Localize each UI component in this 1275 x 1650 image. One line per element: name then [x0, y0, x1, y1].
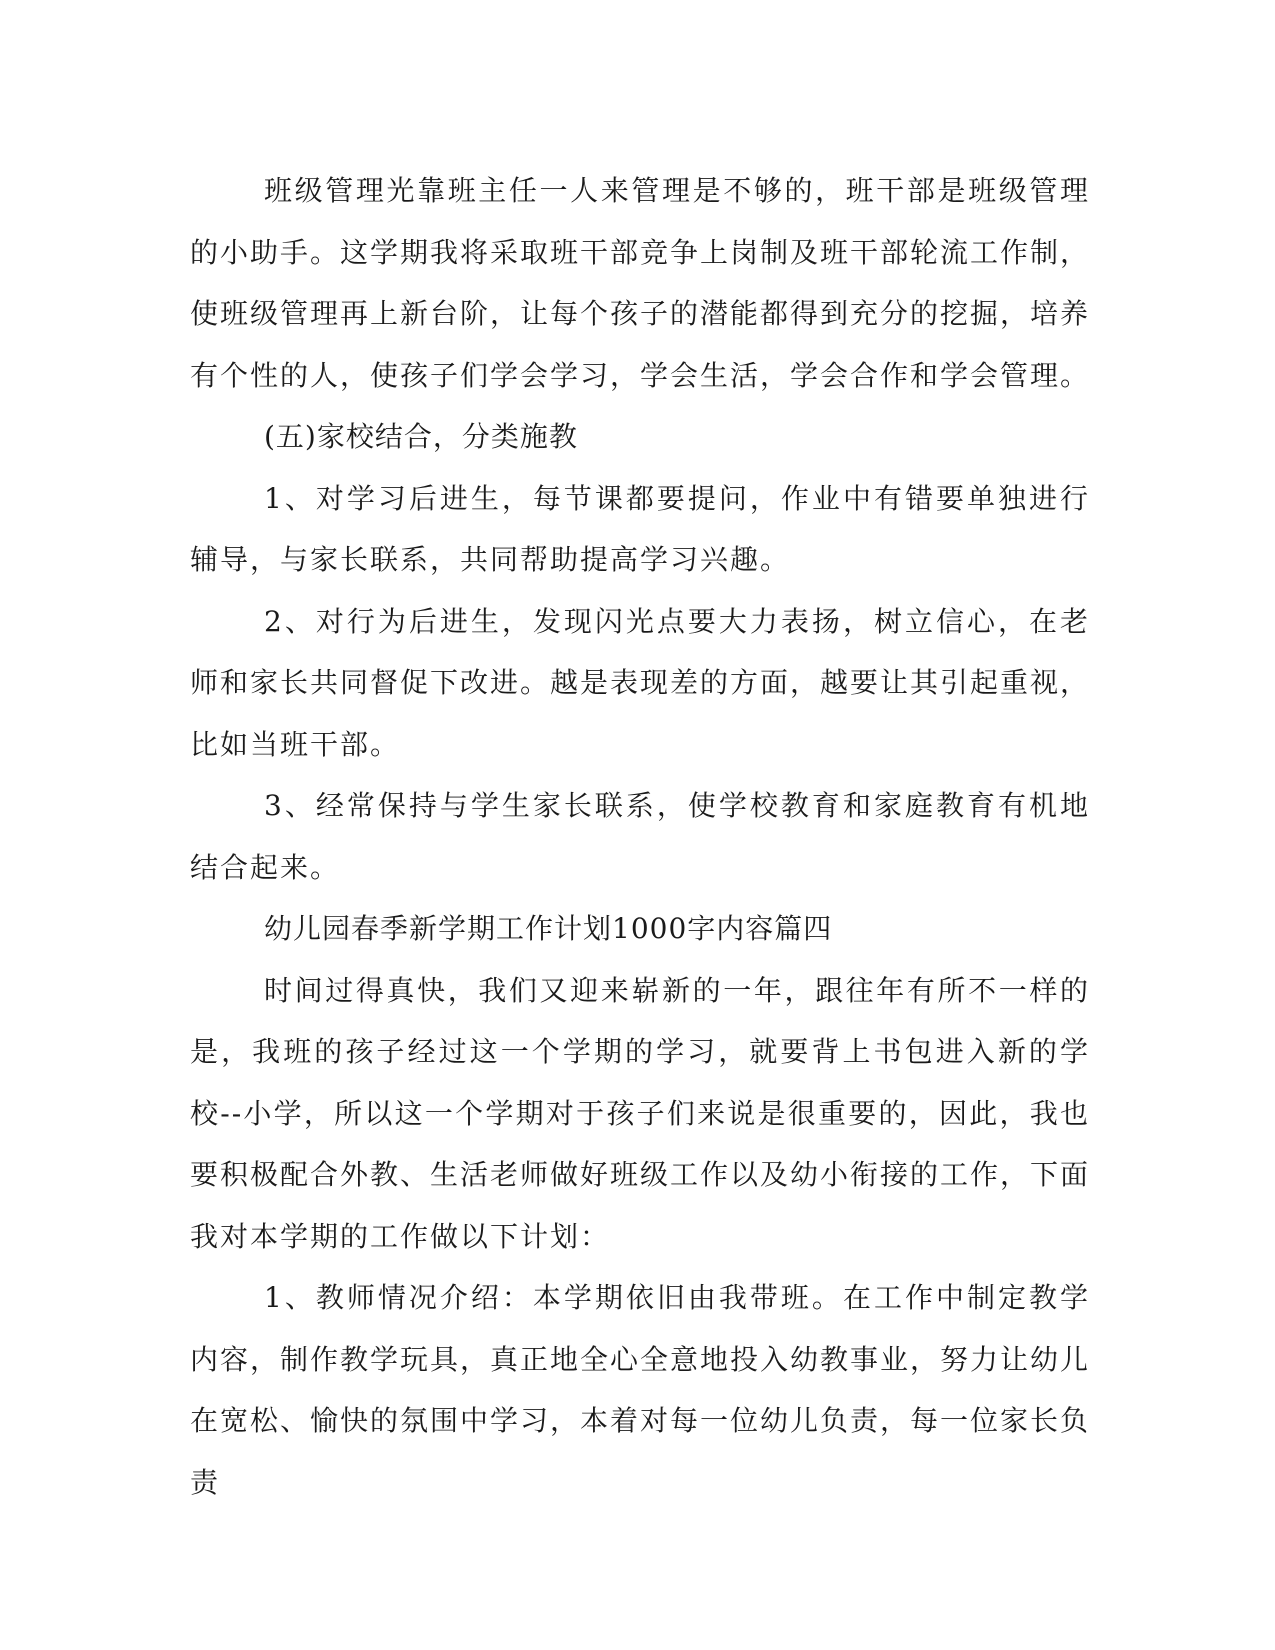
paragraph-intro-new-year: 时间过得真快，我们又迎来崭新的一年，跟往年有所不一样的是，我班的孩子经过这一个学期的学习，就要背上书包进入新的学校--小学，所以这一个学期对于孩子们来说是很重要的，因此，我也要积极配合外教、生活老师做好班级工作以及幼小衔接的工作，下面我对本学期的工作做以下计划：	[190, 973, 1091, 1253]
paragraph-item-behavior-laggards: 2、对行为后进生，发现闪光点要大力表扬，树立信心，在老师和家长共同督促下改进。越是表现差的方面，越要让其引起重视，比如当班干部。	[190, 604, 1091, 761]
paragraph-item-parent-contact: 3、经常保持与学生家长联系，使学校教育和家庭教育有机地结合起来。	[190, 789, 1090, 884]
section-heading-part-four: 幼儿园春季新学期工作计划1000字内容篇四	[264, 912, 833, 945]
paragraph-class-management: 班级管理光靠班主任一人来管理是不够的，班干部是班级管理的小助手。这学期我将采取班干部竞争上岗制及班干部轮流工作制，使班级管理再上新台阶，让每个孩子的潜能都得到充分的挖掘，培养有个性的人，使孩子们学会学习，学会生活，学会合作和学会管理。	[190, 174, 1091, 392]
paragraph-item-learning-laggards: 1、对学习后进生，每节课都要提问，作业中有错要单独进行辅导，与家长联系，共同帮助提高学习兴趣。	[190, 481, 1090, 576]
document-body	[190, 160, 1090, 1513]
paragraph-item-teacher-intro: 1、教师情况介绍：本学期依旧由我带班。在工作中制定教学内容，制作教学玩具，真正地全心全意地投入幼教事业，努力让幼儿在宽松、愉快的氛围中学习，本着对每一位幼儿负责，每一位家长负责	[190, 1281, 1091, 1499]
section-heading-home-school: (五)家校结合，分类施教	[264, 420, 578, 453]
